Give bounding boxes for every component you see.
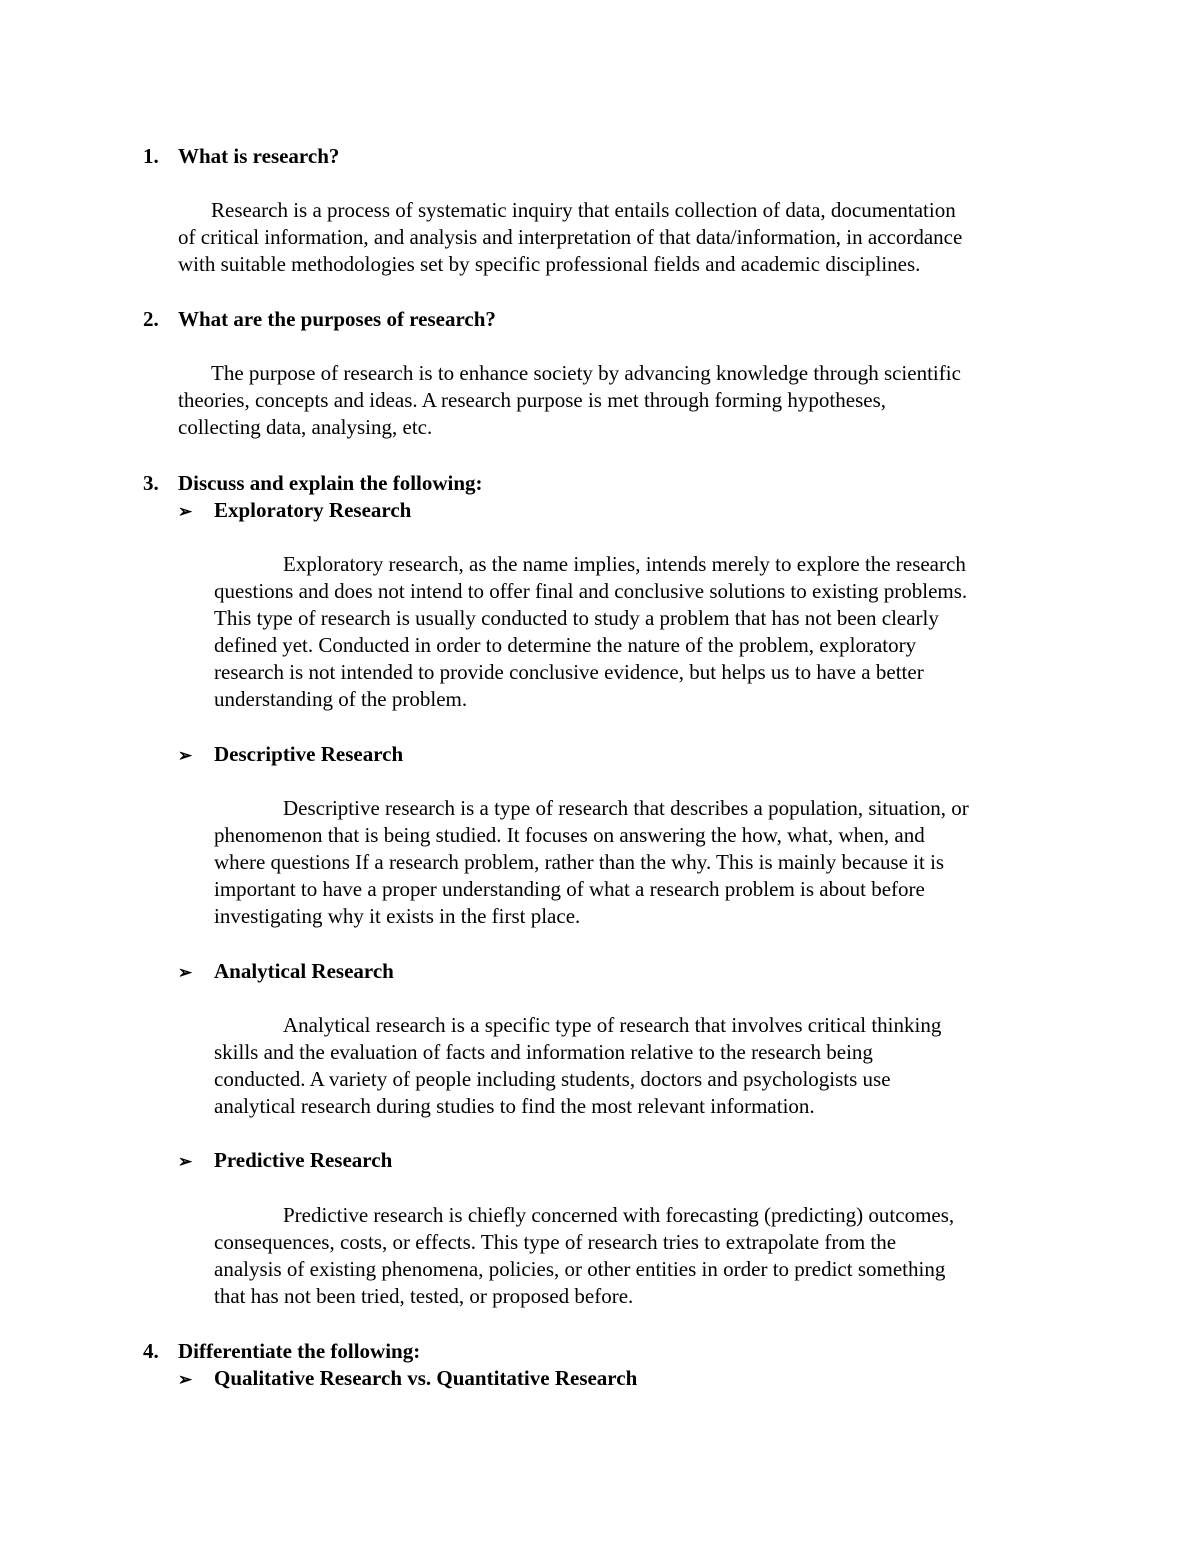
paragraph-line: where questions If a research problem, rather than the why. This is mainly because it is — [214, 850, 945, 874]
paragraph-line: questions and does not intend to offer final and conclusive solutions to existing problems. — [214, 579, 968, 603]
paragraph-line: defined yet. Conducted in order to determine the nature of the problem, exploratory — [214, 633, 917, 657]
paragraph-line: that has not been tried, tested, or proposed before. — [214, 1284, 634, 1308]
question-1-title: What is research? — [178, 144, 340, 168]
question-1-number: 1. — [143, 144, 159, 168]
paragraph-line: with suitable methodologies set by specific professional fields and academic disciplines. — [178, 252, 921, 276]
paragraph-line: investigating why it exists in the first place. — [214, 904, 581, 928]
descriptive-research-heading: Descriptive Research — [214, 742, 404, 766]
paragraph-line: phenomenon that is being studied. It focuses on answering the how, what, when, and — [214, 823, 925, 847]
question-4-title: Differentiate the following: — [178, 1339, 421, 1363]
paragraph-line: conducted. A variety of people including students, doctors and psychologists use — [214, 1067, 891, 1091]
answer-1-paragraph — [178, 197, 962, 278]
paragraph-line: analysis of existing phenomena, policies, or other entities in order to predict something — [214, 1257, 946, 1281]
qualitative-vs-quantitative-heading: Qualitative Research vs. Quantitative Research — [214, 1366, 638, 1390]
paragraph-line: The purpose of research is to enhance society by advancing knowledge through scientific — [211, 361, 961, 385]
question-2-number: 2. — [143, 307, 159, 331]
paragraph-line: theories, concepts and ideas. A research purpose is met through forming hypotheses, — [178, 388, 886, 412]
paragraph-line: analytical research during studies to find the most relevant information. — [214, 1094, 815, 1118]
paragraph-line: collecting data, analysing, etc. — [178, 415, 433, 439]
paragraph-line: research is not intended to provide conclusive evidence, but helps us to have a better — [214, 660, 924, 684]
paragraph-line: Exploratory research, as the name implies, intends merely to explore the research — [283, 552, 966, 576]
arrow-bullet-icon: ➢ — [178, 746, 193, 765]
arrow-bullet-icon: ➢ — [178, 1152, 193, 1171]
paragraph-line: of critical information, and analysis and interpretation of that data/information, in accordance — [178, 225, 963, 249]
paragraph-line: understanding of the problem. — [214, 687, 468, 711]
predictive-research-heading: Predictive Research — [214, 1148, 393, 1172]
arrow-bullet-icon: ➢ — [178, 1370, 193, 1389]
analytical-research-heading: Analytical Research — [214, 959, 394, 983]
predictive-research-paragraph — [214, 1202, 954, 1310]
question-4-number: 4. — [143, 1339, 159, 1363]
paragraph-line: Research is a process of systematic inquiry that entails collection of data, documentation — [211, 198, 956, 222]
descriptive-research-paragraph — [214, 795, 969, 930]
paragraph-line: skills and the evaluation of facts and information relative to the research being — [214, 1040, 873, 1064]
question-2-title: What are the purposes of research? — [178, 307, 496, 331]
question-3-title: Discuss and explain the following: — [178, 471, 483, 495]
paragraph-line: Predictive research is chiefly concerned with forecasting (predicting) outcomes, — [283, 1203, 955, 1227]
paragraph-line: consequences, costs, or effects. This type of research tries to extrapolate from the — [214, 1230, 897, 1254]
paragraph-line: Descriptive research is a type of research that describes a population, situation, or — [283, 796, 969, 820]
answer-2-paragraph — [178, 360, 961, 441]
paragraph-line: Analytical research is a specific type of research that involves critical thinking — [283, 1013, 942, 1037]
paragraph-line: important to have a proper understanding of what a research problem is about before — [214, 877, 925, 901]
analytical-research-paragraph — [214, 1012, 941, 1120]
arrow-bullet-icon: ➢ — [178, 963, 193, 982]
paragraph-line: This type of research is usually conducted to study a problem that has not been clearly — [214, 606, 939, 630]
question-3-number: 3. — [143, 471, 159, 495]
exploratory-research-paragraph — [214, 551, 967, 713]
exploratory-research-heading: Exploratory Research — [214, 498, 412, 522]
arrow-bullet-icon: ➢ — [178, 502, 193, 521]
